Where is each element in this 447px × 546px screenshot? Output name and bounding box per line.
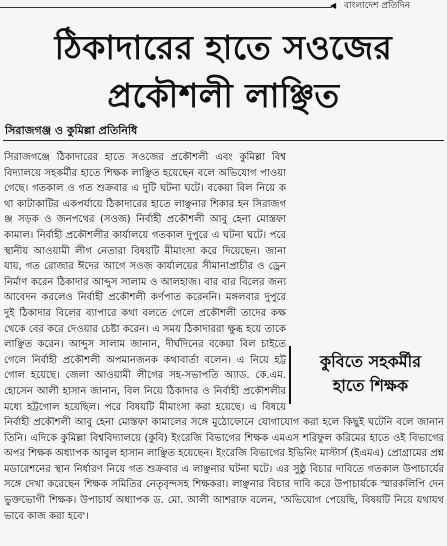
source-bar — [0, 0, 447, 12]
source-rule — [0, 7, 332, 8]
byline: সিরাজগঞ্জ ও কুমিল্লা প্রতিনিধি — [5, 124, 138, 137]
headline-line-2: প্রকৌশলী লাঞ্ছিত — [107, 76, 340, 115]
arrow-icon: ◀ — [330, 1, 337, 10]
byline-divider — [3, 140, 444, 141]
headline-line-1: ঠিকাদারের হাতে সওজের — [54, 28, 393, 67]
article-text: সিরাজগঞ্জে ঠিকাদারের হাতে সওজের প্রকৌশলী এবং কুমিল্লা বিশ্ববিদ্যালয়ে সহকর্মীর হাতে শিক্ষক লাঞ্ছিত হয়েছেন বলে অভিযোগ পাওয়া গেছে। গতকাল ও গত শুক্রবার এ দুটি ঘটনা ঘটে। বকেয়া বিল নিয়ে কথা কাটাকাটির একপর্যায়ে ঠিকাদারের হাতে লাঞ্ছনার শিকার হন সিরাজগঞ্জ সড়ক ও জনপথের (সওজ) নির্বাহী প্রকৌশলী আবু হেনা মোস্তফা কামাল। নির্বাহী প্রকৌশলীর কার্যালয়ে গতকাল দুপুরে এ ঘটনা ঘটে। পরে স্থানীয় আওয়ামী লীগ নেতারা বিষয়টি মীমাংসা করে দিয়েছেন। জানা যায়, গত রোজার ঈদের আগে সওজ কার্যালয়ের সীমানাপ্রাচীর ও ড্রেন নির্মাণ করেন ঠিকাদার আব্দুস সালাম ও আলহাজ। বার বার বিলের জন্য আবেদন করলেও নির্বাহী প্রকৌশলী কর্ণপাত করেননি। মঙ্গলবার দুপুরে দুই ঠিকাদার বিলের ব্যাপারে কথা বলতে গেলে প্রকৌশলী তাদের কক্ষ থেকে বের করে দেওয়ার চেষ্টা করেন। এ সময় ঠিকাদাররা ক্ষুব্ধ হয়ে তাকে লাঞ্ছিত করেন। আব্দুস সালাম জানান, দীর্ঘদিনের বকেয়া বিল চাইতে গেলে নির্বাহী প্রকৌশলী অপমানজনক কথাবার্তা বলেন। এ নিয়ে হট্টগোল হয়েছে। জেলা আওয়ামী লীগের সহ-সভাপতি অ্যাড. কে.এম. হোসেন আলী হাসান জানান, বিল নিয়ে ঠিকাদার ও নির্বাহী প্রকৌশলীর মধ্যে হট্টগোল হয়েছিল। পরে বিষয়টি মীমাংসা করা হয়েছে। এ বিষয়ে নির্বাহী প্রকৌশলী আবু হেনা মোস্তফা কামালের সঙ্গে মুঠোফোনে যোগাযোগ করা হলে কিছুই ঘটেনি বলে জানান তিনি। এদিকে কুমিল্লা বিশ্ববিদ্যালয়ে (কুবি) ইংরেজি বিভাগের শিক্ষক এমএস শরিফুল করিমের হাতে ওই বিভাগের অপর শিক্ষক অধ্যাপক আবুল হাসান লাঞ্ছিত হয়েছেন। ইংরেজি বিভাগের ইভিনিং মাস্টার্স (ইএমএ) প্রোগ্রামের প্রশ্ন মডারেশনের স্থান নির্ধারণ নিয়ে গত শুক্রবার এ লাঞ্ছনার ঘটনা ঘটে। এর সুষ্ঠু বিচার দাবিতে গতকাল উপাচার্যের সঙ্গে দেখা করেছেন শিক্ষক সমিতির নেতৃবৃন্দসহ শিক্ষকরা। লাঞ্ছনার বিচার দাবি করে উপাচার্যকে স্মারকলিপি দেন ভুক্তভোগী শিক্ষক। উপাচার্য অধ্যাপক ড. মো. আলী আশরাফ বলেন, 'অভিযোগ পেয়েছি, বিষয়টি নিয়ে যথাযথভাবে কাজ করা হবে'। — [4, 152, 444, 522]
pullquote-line-1: কুবিতে সহকর্মীর — [319, 352, 422, 371]
pullquote — [289, 346, 444, 404]
pullquote-line-2: হাতে শিক্ষক — [332, 376, 409, 395]
source-name: বাংলাদেশ প্রতিদিন — [344, 1, 411, 11]
